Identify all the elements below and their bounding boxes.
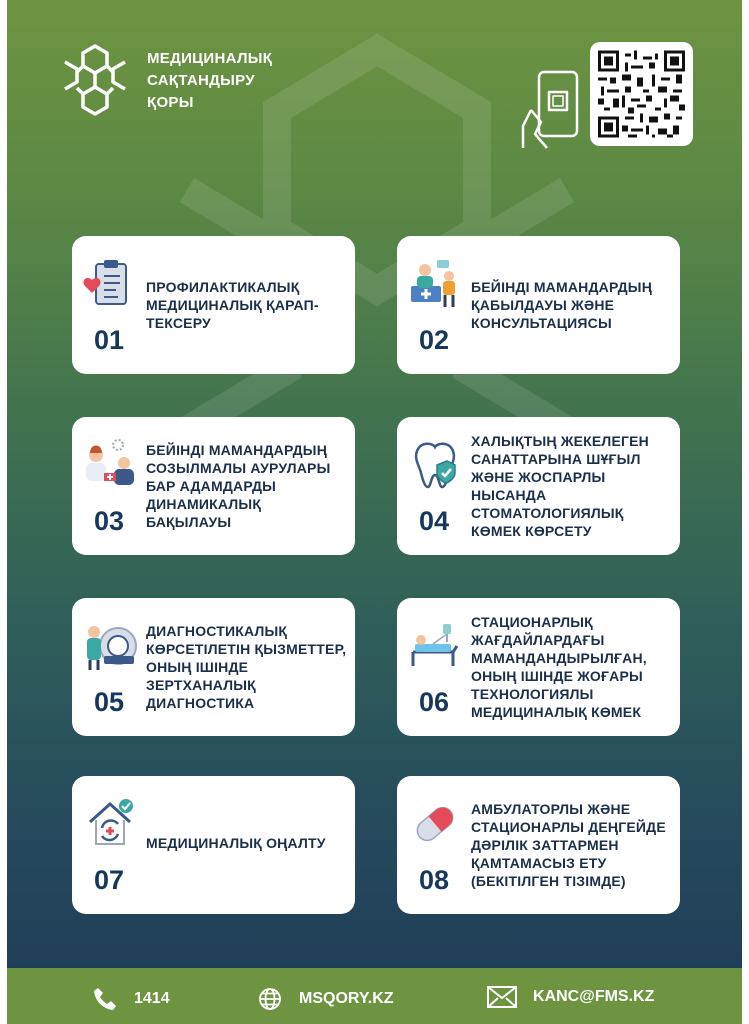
email-link[interactable]: KANC@FMS.KZ: [533, 988, 655, 1005]
org-name-line3: ҚОРЫ: [147, 94, 194, 111]
fund-logo-icon: [57, 42, 133, 118]
service-text: СТАЦИОНАРЛЫҚ ЖАҒДАЙЛАРДАҒЫ МАМАНДАНДЫРЫЛҒАН, ОНЫҢ ІШІНДЕ ЖОҒАРЫ ТЕХНОЛОГИЯЛЫ МЕДИЦИНАЛЫҚ КӨМЕК: [471, 614, 647, 720]
rehabilitation-house-icon: [82, 796, 138, 852]
service-number: 04: [419, 506, 450, 536]
service-number: 07: [94, 865, 125, 895]
org-name-line1: МЕДИЦИНАЛЫҚ: [147, 50, 273, 67]
service-card-07[interactable]: [72, 776, 355, 914]
service-number: 03: [94, 506, 125, 536]
service-card-06[interactable]: [397, 598, 680, 736]
phone-scan-icon: [517, 68, 587, 158]
footer-email[interactable]: [487, 986, 654, 1008]
org-name-line2: САҚТАНДЫРУ: [147, 72, 255, 89]
envelope-icon: [487, 986, 517, 1008]
globe-icon: [257, 986, 283, 1012]
service-number: 05: [94, 687, 125, 717]
service-card-08[interactable]: [397, 776, 680, 914]
phone-number: 1414: [134, 990, 170, 1007]
footer-website[interactable]: [257, 986, 394, 1012]
phone-icon: [92, 986, 118, 1012]
doctor-patient-icon: [82, 437, 138, 493]
service-card-02[interactable]: [397, 236, 680, 374]
doctor-consultation-icon: [407, 256, 463, 312]
service-number: 06: [419, 687, 450, 717]
footer-phone[interactable]: [92, 986, 170, 1012]
service-card-05[interactable]: [72, 598, 355, 736]
website-link[interactable]: MSQORY.KZ: [299, 990, 394, 1007]
diagnostic-scanner-icon: [82, 618, 138, 674]
service-text: БЕЙІНДІ МАМАНДАРДЫҢ СОЗЫЛМАЛЫ АУРУЛАРЫ БАР АДАМДАРДЫ ДИНАМИКАЛЫҚ БАҚЫЛАУЫ: [146, 442, 331, 530]
service-card-03[interactable]: [72, 417, 355, 555]
service-text: БЕЙІНДІ МАМАНДАРДЫҢ ҚАБЫЛДАУЫ ЖӘНЕ КОНСУЛЬТАЦИЯСЫ: [471, 279, 653, 331]
service-card-04[interactable]: [397, 417, 680, 555]
service-text: МЕДИЦИНАЛЫҚ ОҢАЛТУ: [146, 835, 326, 851]
service-number: 08: [419, 865, 450, 895]
service-number: 02: [419, 325, 450, 355]
qr-code[interactable]: [590, 42, 693, 146]
footer-contacts: [7, 968, 742, 1024]
service-card-01[interactable]: [72, 236, 355, 374]
service-number: 01: [94, 325, 125, 355]
service-text: ДИАГНОСТИКАЛЫҚ КӨРСЕТІЛЕТІН ҚЫЗМЕТТЕР, ОНЫҢ ІШІНДЕ ЗЕРТХАНАЛЫҚ ДИАГНОСТИКА: [146, 623, 347, 711]
service-text: ПРОФИЛАКТИКАЛЫҚ МЕДИЦИНАЛЫҚ ҚАРАП-ТЕКСЕРУ: [146, 279, 319, 331]
org-name: [147, 48, 272, 114]
service-text: ХАЛЫҚТЫҢ ЖЕКЕЛЕГЕН САНАТТАРЫНА ШҰҒЫЛ ЖӘНЕ ЖОСПАРЛЫ НЫСАНДА СТОМАТОЛОГИЯЛЫҚ КӨМЕК КӨРСЕТУ: [471, 433, 649, 539]
hospital-bed-icon: [407, 618, 463, 674]
qr-code-icon: [598, 50, 685, 138]
pill-capsule-icon: [407, 796, 463, 852]
clipboard-heart-icon: [82, 256, 138, 312]
service-text: АМБУЛАТОРЛЫ ЖӘНЕ СТАЦИОНАРЛЫ ДЕҢГЕЙДЕ ДӘРІЛІК ЗАТТАРМЕН ҚАМТАМАСЫЗ ЕТУ (БЕКІТІЛГЕН ТІЗІМДЕ): [471, 801, 666, 889]
poster-background: [7, 0, 742, 968]
tooth-icon: [407, 437, 463, 493]
